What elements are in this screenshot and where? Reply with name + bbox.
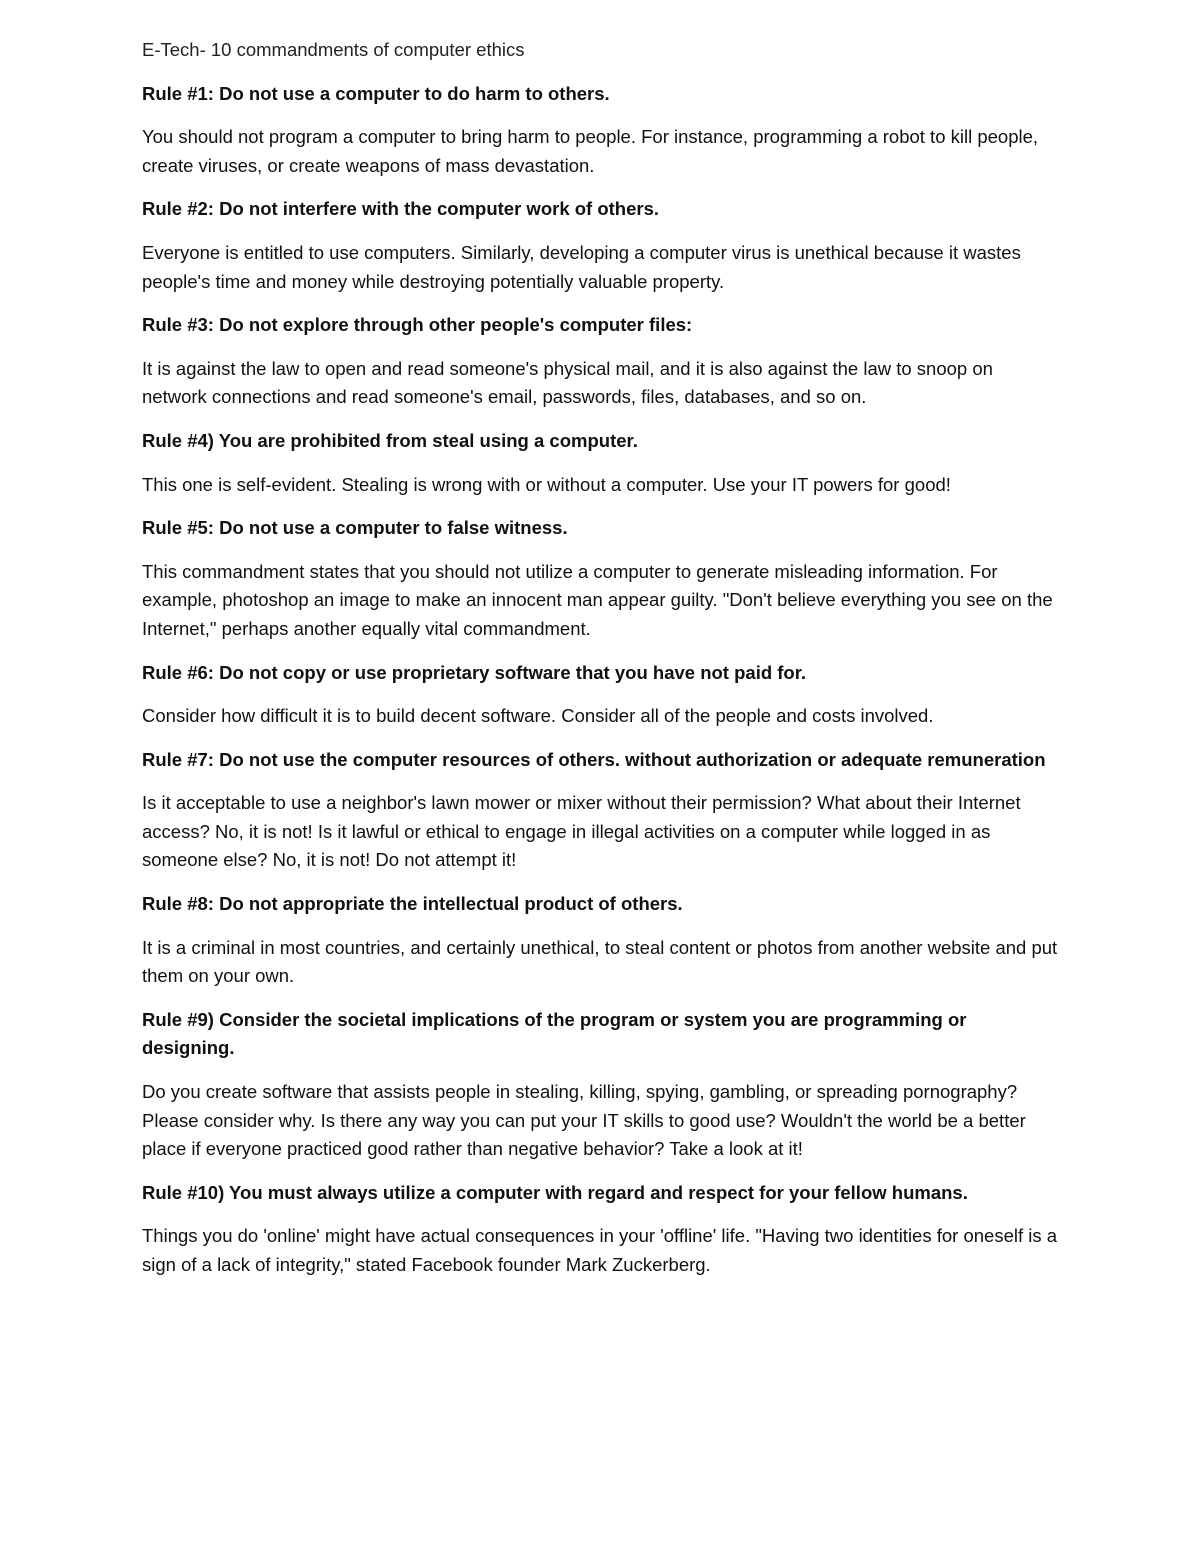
rule-1 [142,80,1062,181]
rule-8 [142,890,1062,991]
rule-heading: Rule #1: Do not use a computer to do harm to others. [142,82,610,104]
rule-heading: Rule #7: Do not use the computer resources of others. without authorization or adequate remuneration [142,748,1046,770]
rule-9 [142,1006,1062,1164]
rule-body: Consider how difficult it is to build decent software. Consider all of the people and costs involved. [142,705,934,727]
rule-body: Is it acceptable to use a neighbor's lawn mower or mixer without their permission? What about their Internet access? No, it is not! Is it lawful or ethical to engage in illegal activities on a computer while logged in as someone else? No, it is not! Do not attempt it! [142,792,1021,871]
rule-body: Everyone is entitled to use computers. Similarly, developing a computer virus is unethical because it wastes people's time and money while destroying potentially valuable property. [142,241,1021,292]
rule-body: It is against the law to open and read someone's physical mail, and it is also against the law to snoop on network connections and read someone's email, passwords, files, databases, and so on. [142,357,993,408]
rule-heading: Rule #6: Do not copy or use proprietary software that you have not paid for. [142,661,807,683]
rule-6 [142,659,1062,731]
rule-heading: Rule #4) You are prohibited from steal using a computer. [142,429,638,451]
rule-body: Things you do 'online' might have actual consequences in your 'offline' life. "Having two identities for oneself is a sign of a lack of integrity," stated Facebook founder Mark Zuckerberg. [142,1225,1058,1275]
rule-body: It is a criminal in most countries, and certainly unethical, to steal content or photos from another website and put them on your own. [142,936,1058,987]
rule-body: You should not program a computer to bring harm to people. For instance, programming a robot to kill people, create viruses, or create weapons of mass devastation. [142,126,1039,176]
rule-body: This commandment states that you should not utilize a computer to generate misleading information. For example, photoshop an image to make an innocent man appear guilty. "Don't believe everything you see on the Internet," perhaps another equally vital commandment. [142,560,1053,639]
document-page [142,36,1062,1295]
rule-5 [142,514,1062,643]
rule-10 [142,1179,1062,1280]
rule-heading: Rule #3: Do not explore through other people's computer files: [142,314,693,336]
rule-body: This one is self-evident. Stealing is wrong with or without a computer. Use your IT powers for good! [142,473,951,495]
rule-body: Do you create software that assists people in stealing, killing, spying, gambling, or spreading pornography? Please consider why. Is there any way you can put your IT skills to good use? Wouldn't the world be a better place if everyone practiced good rather than negative behavior? Take a look at it! [142,1081,1026,1160]
rule-heading: Rule #8: Do not appropriate the intellectual product of others. [142,893,683,915]
document-title: E-Tech- 10 commandments of computer ethics [142,39,525,60]
rule-heading: Rule #10) You must always utilize a computer with regard and respect for your fellow humans. [142,1181,968,1203]
rule-heading: Rule #9) Consider the societal implications of the program or system you are programming or designing. [142,1008,967,1059]
rule-7 [142,746,1062,875]
rule-4 [142,427,1062,499]
rule-heading: Rule #2: Do not interfere with the computer work of others. [142,198,660,220]
rule-2 [142,195,1062,296]
rule-3 [142,311,1062,412]
rule-heading: Rule #5: Do not use a computer to false witness. [142,517,568,539]
